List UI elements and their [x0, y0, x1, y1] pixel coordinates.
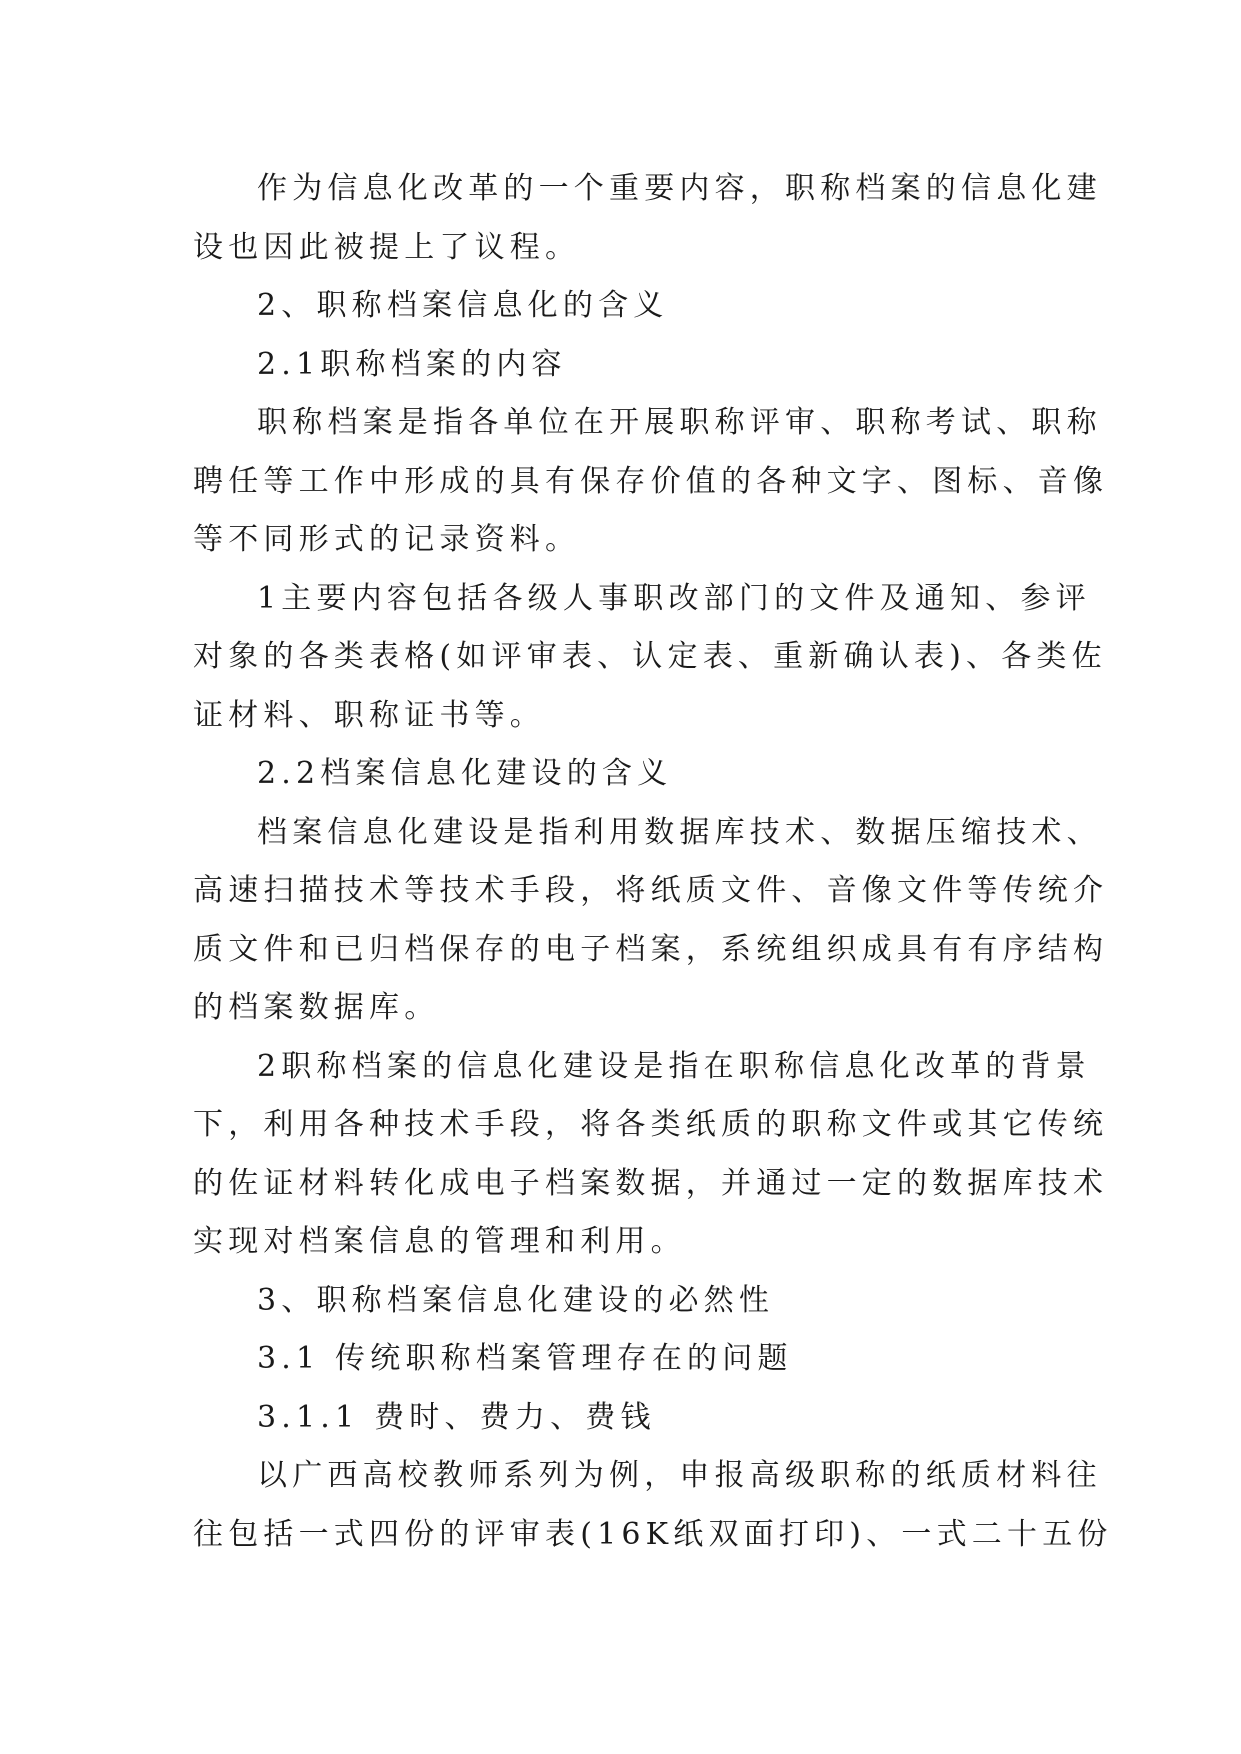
text-line: 设也因此被提上了议程。	[193, 229, 581, 265]
text-line: 1主要内容包括各级人事职改部门的文件及通知、参评	[257, 580, 1091, 616]
text-line: 档案信息化建设是指利用数据库技术、数据压缩技术、	[257, 814, 1102, 850]
subsection-heading: 3.1 传统职称档案管理存在的问题	[257, 1341, 793, 1376]
text-line: 以广西高校教师系列为例，申报高级职称的纸质材料往	[257, 1458, 1102, 1493]
text-line: 的档案数据库。	[193, 990, 440, 1025]
subsection-heading: 2.2档案信息化建设的含义	[257, 756, 673, 791]
subsection-heading: 2.1职称档案的内容	[257, 346, 567, 382]
text-line: 等不同形式的记录资料。	[193, 522, 581, 557]
text-line: 往包括一式四份的评审表(16K纸双面打印)、一式二十五份	[193, 1516, 1113, 1552]
text-line: 下，利用各种技术手段，将各类纸质的职称文件或其它传统	[193, 1107, 1109, 1142]
document-body	[193, 160, 1113, 1564]
text-line: 职称档案是指各单位在开展职称评审、职称考试、职称	[257, 405, 1102, 440]
text-line: 高速扫描技术等技术手段，将纸质文件、音像文件等传统介	[193, 873, 1109, 908]
text-line: 2职称档案的信息化建设是指在职称信息化改革的背景	[257, 1048, 1091, 1084]
text-line: 质文件和已归档保存的电子档案，系统组织成具有有序结构	[193, 931, 1109, 967]
text-line: 证材料、职称证书等。	[193, 697, 545, 733]
text-line: 的佐证材料转化成电子档案数据，并通过一定的数据库技术	[193, 1165, 1109, 1201]
text-line: 对象的各类表格(如评审表、认定表、重新确认表)、各类佐	[193, 639, 1107, 674]
section-heading: 2、职称档案信息化的含义	[257, 288, 669, 323]
text-line: 聘任等工作中形成的具有保存价值的各种文字、图标、音像	[193, 463, 1109, 499]
text-line: 作为信息化改革的一个重要内容，职称档案的信息化建	[257, 171, 1102, 206]
section-heading: 3、职称档案信息化建设的必然性	[257, 1282, 775, 1318]
subsection-heading: 3.1.1 费时、费力、费钱	[257, 1399, 656, 1435]
text-line: 实现对档案信息的管理和利用。	[193, 1224, 686, 1259]
